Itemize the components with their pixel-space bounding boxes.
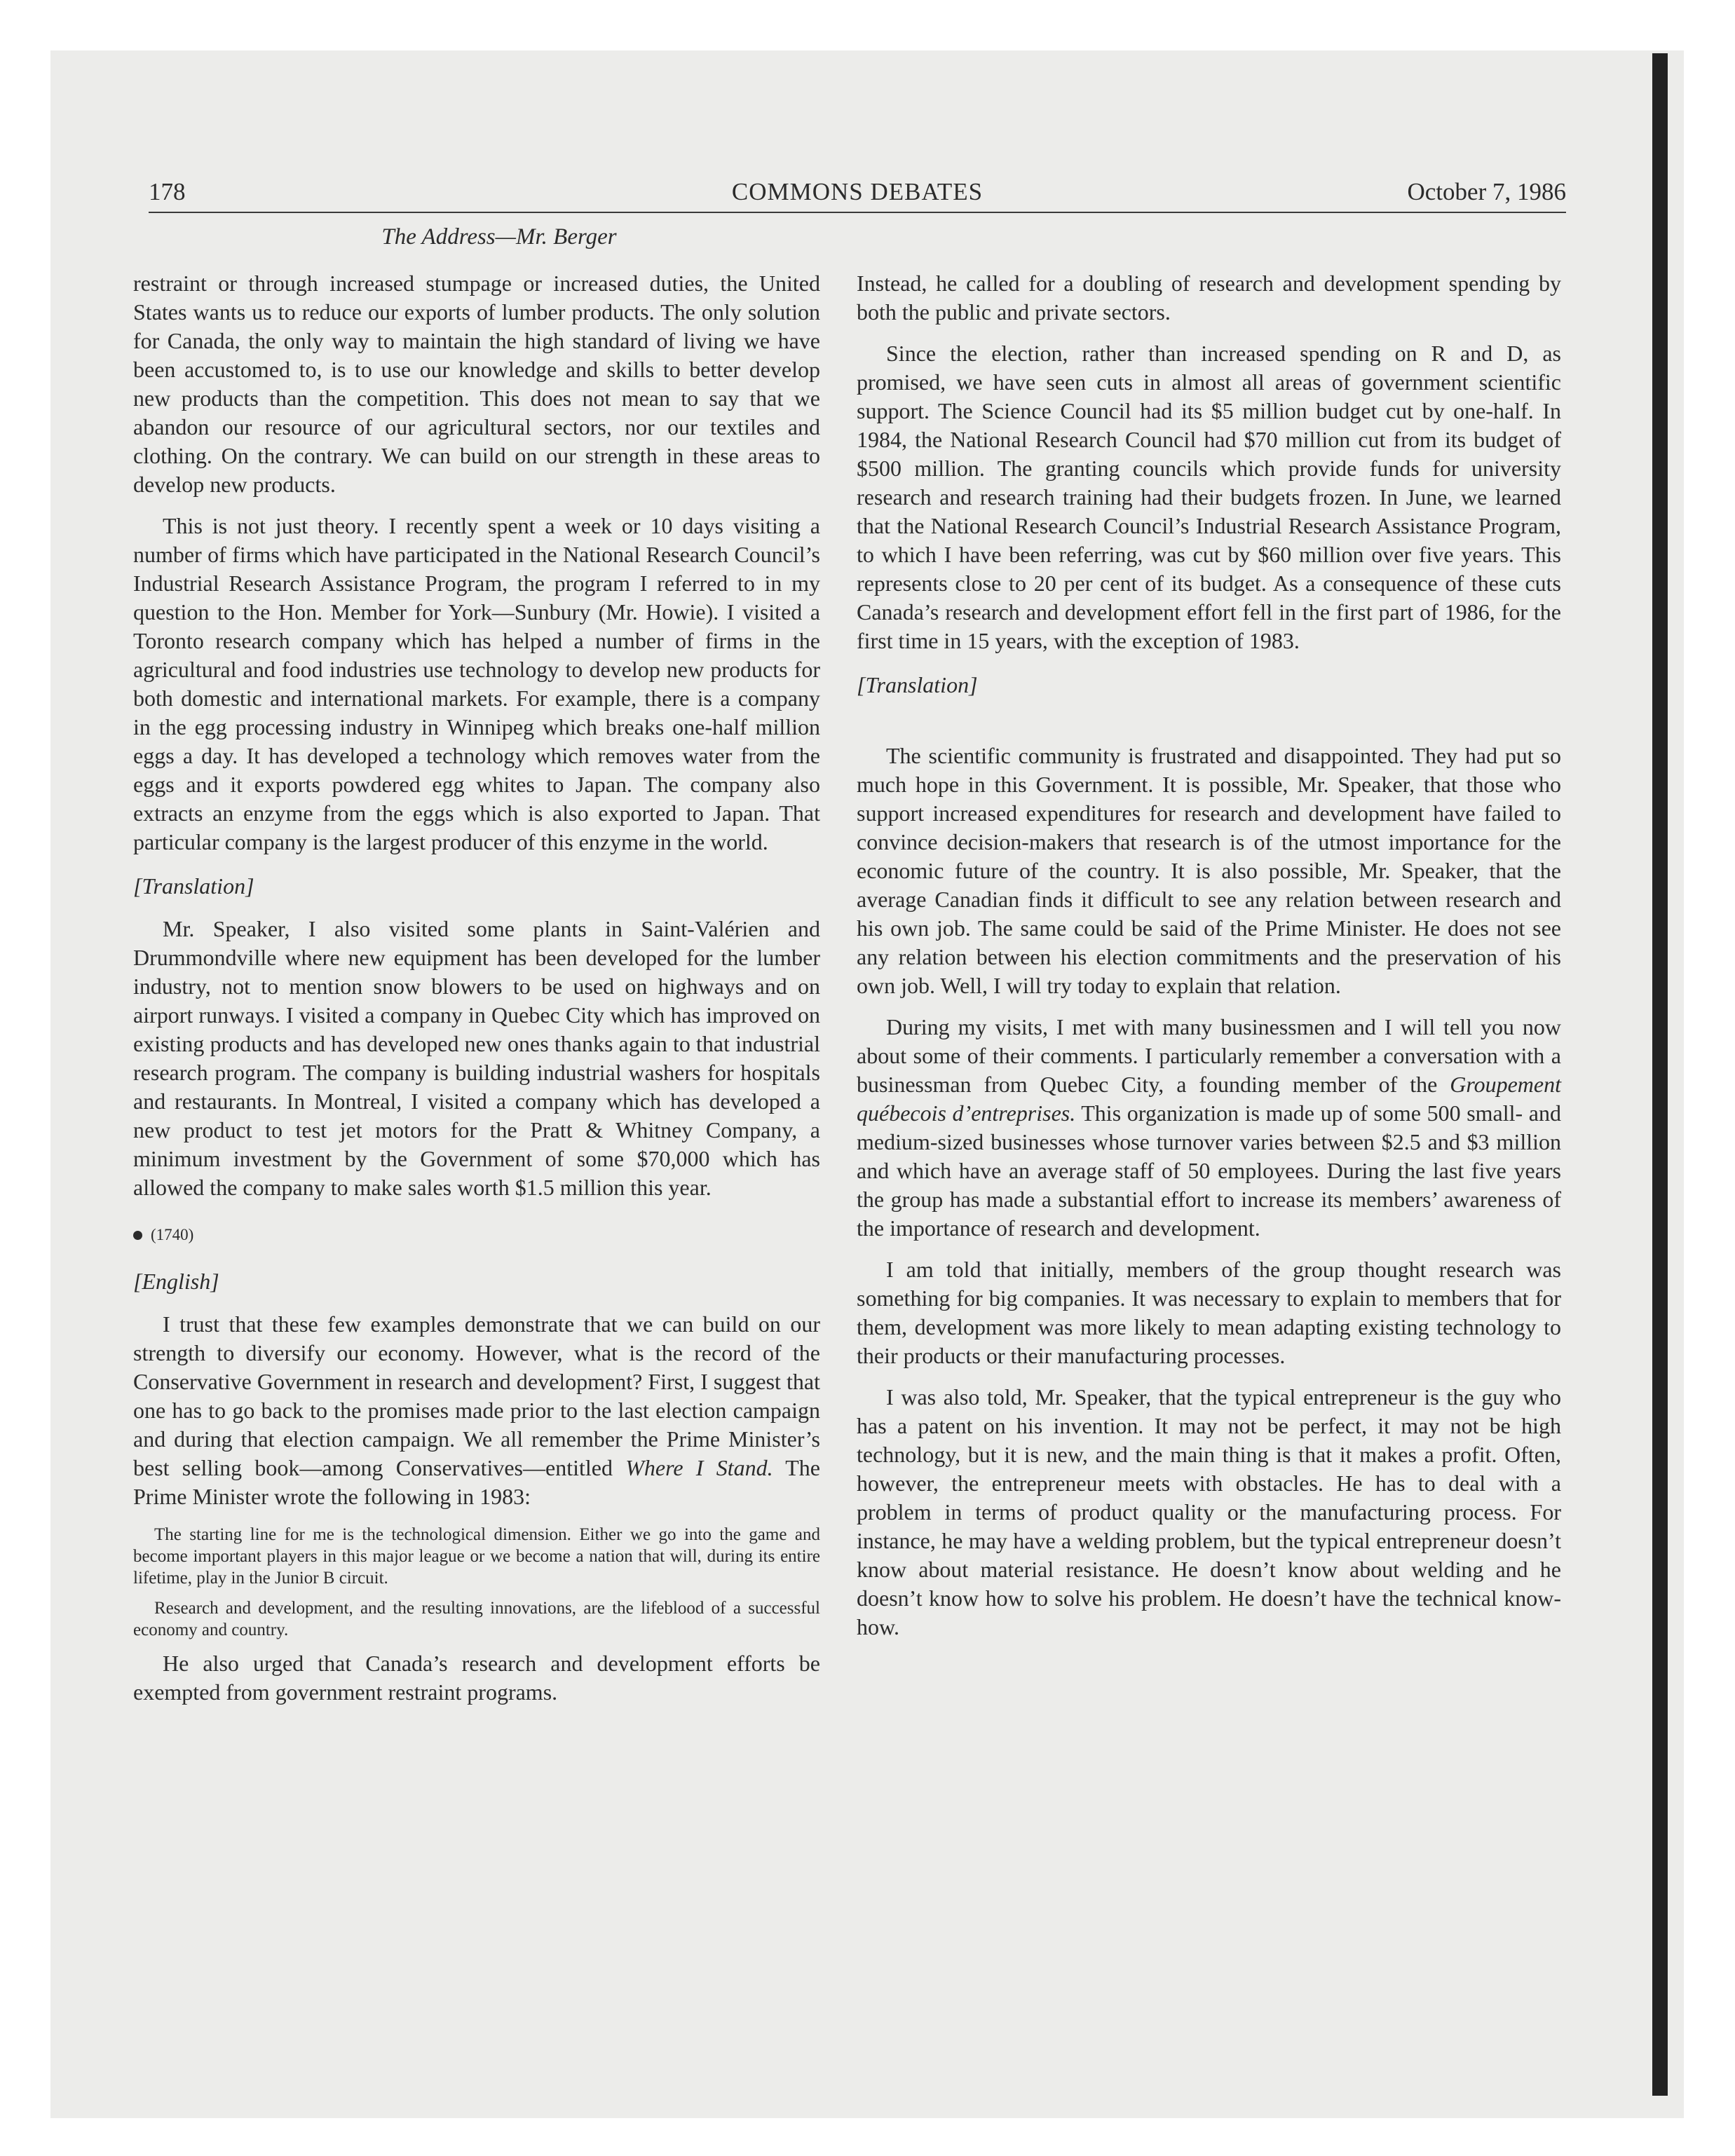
- paragraph: [857, 1013, 1561, 1243]
- translation-label: [Translation]: [133, 873, 254, 899]
- paragraph: Since the election, rather than increased spending on R and D, as promised, we have seen cuts in almost all areas of government scientific support. The Science Council had its $5 million budget cut by one-half. In 1984, the National Research Council had $70 million cut from its budget of $500 million. The granting councils which provide funds for university research and research training had their budgets frozen. In June, we learned that the National Research Council’s Industrial Research Assistance Program, to which I have been referring, was cut by $60 million over five years. This represents close to 20 per cent of its budget. As a consequence of these cuts Canada’s research and development effort fell in the first part of 1986, for the first time in 15 years, with the exception of 1983.: [857, 341, 1561, 653]
- organization-name: Groupement québecois d’entreprises.: [857, 1072, 1561, 1126]
- running-head: The Address—Mr. Berger: [381, 224, 617, 250]
- paragraph: The scientific community is frustrated and disappointed. They had put so much hope in this Government. It is possible, Mr. Speaker, that those who support increased expenditures for research and development have failed to convince decision-makers that research is of the utmost importance for the economic future of the country. It is also possible, Mr. Speaker, that the average Canadian finds it difficult to see any relation between research and his own job. The same could be said of the Prime Minister. He does not see any relation between his election commitments and the preservation of his own job. Well, I will try today to explain that relation.: [857, 743, 1561, 998]
- book-title: Where I Stand.: [625, 1455, 773, 1480]
- paragraph: I was also told, Mr. Speaker, that the typical entrepreneur is the guy who has a patent on his invention. It may not be perfect, it may not be high technology, but it is new, and the main thing is that it makes a profit. Often, however, the entrepreneur meets with obstacles. He has to deal with a problem in terms of product quality or the manufacturing process. For instance, he may have a welding problem, but the typical entrepreneur doesn’t know about material resistance. He doesn’t know about welding and he doesn’t know how to solve his problem. He doesn’t have the technical know-how.: [857, 1384, 1561, 1639]
- publication-date: October 7, 1986: [1407, 178, 1566, 205]
- paragraph-text: During my visits, I met with many businessmen and I will tell you now about some of their comments. I particularly remember a conversation with a businessman from Quebec City, a founding member of the: [857, 1014, 1561, 1097]
- right-column: [857, 269, 1561, 1654]
- time-stamp-text: (1740): [151, 1226, 194, 1243]
- paragraph: This is not just theory. I recently spent a week or 10 days visiting a number of firms which have participated in the National Research Council’s Industrial Research Assistance Program, the program I referred to in my question to the Hon. Member for York—Sunbury (Mr. Howie). I visited a Toronto research company which has helped a number of firms in the agricultural and food industries use technology to develop new products for both domestic and international markets. For example, there is a company in the egg processing industry in Winnipeg which breaks one-half million eggs a day. It has developed a technology which removes water from the eggs and it exports powdered egg whites to Japan. The company also extracts an enzyme from the eggs which is also exported to Japan. That particular company is the largest producer of this enzyme in the world.: [133, 513, 820, 854]
- paragraph-text: I trust that these few examples demonstrate that we can build on our strength to diversify our economy. However, what is the record of the Conservative Government in research and development? First, I suggest that one has to go back to the promises made prior to the last election campaign and during that election campaign. We all remember the Prime Minister’s best selling book—among Conservatives—entitled: [133, 1311, 820, 1480]
- paragraph: [133, 1310, 820, 1511]
- paragraph: restraint or through increased stumpage or increased duties, the United States wants us to reduce our exports of lumber products. The only solution for Canada, the only way to maintain the high standard of living we have been accustomed to, is to use our knowledge and skills to better develop new products than the competition. This does not mean to say that we abandon our resource of our agricultural sectors, nor our textiles and clothing. On the contrary. We can build on our strength in these areas to develop new products.: [133, 271, 820, 497]
- left-column: [133, 269, 820, 1719]
- bullet-icon: [133, 1231, 142, 1240]
- time-stamp: [133, 1220, 820, 1249]
- page-number: 178: [149, 178, 186, 205]
- paragraph: Mr. Speaker, I also visited some plants in Saint-Valérien and Drummondville where new equipment has been developed for the lumber industry, not to mention snow blowers to be used on highways and on airport runways. I visited a company in Quebec City which has improved on existing products and has developed new ones thanks again to that industrial research program. The company is building industrial washers for hospitals and restaurants. In Montreal, I visited a company which has developed a new product to test jet motors for the Pratt & Whitney Company, a minimum investment by the Government of some $70,000 which has allowed the company to make sales worth $1.5 million this year.: [133, 916, 820, 1200]
- paragraph: I am told that initially, members of the group thought research was something for big companies. It was necessary to explain to members that for them, development was more likely to mean adapting existing technology to their products or their manufacturing processes.: [857, 1257, 1561, 1368]
- translation-label: [Translation]: [857, 672, 978, 697]
- paragraph-text: The Prime Minister wrote the following in 1983:: [133, 1455, 821, 1509]
- block-quote: Research and development, and the resulting innovations, are the lifeblood of a successful economy and country.: [133, 1599, 820, 1639]
- block-quote: The starting line for me is the technological dimension. Either we go into the game and become important players in this major league or we become a nation that will, during its entire lifetime, play in the Junior B circuit.: [133, 1525, 820, 1588]
- paragraph: Instead, he called for a doubling of research and development spending by both the public and private sectors.: [857, 271, 1561, 325]
- publication-title: COMMONS DEBATES: [731, 178, 984, 205]
- paragraph-text: This organization is made up of some 500 small- and medium-sized businesses whose turnover varies between $2.5 and $3 million and which have an average staff of 50 employees. During the last five years the group has made a substantial effort to increase its members’ awareness of the importance of research and development.: [857, 1100, 1562, 1241]
- paragraph: He also urged that Canada’s research and development efforts be exempted from government restraint programs.: [133, 1651, 820, 1705]
- scan-edge-bar: [1652, 53, 1668, 2096]
- page-header: [149, 172, 1566, 213]
- english-label: [English]: [133, 1269, 219, 1294]
